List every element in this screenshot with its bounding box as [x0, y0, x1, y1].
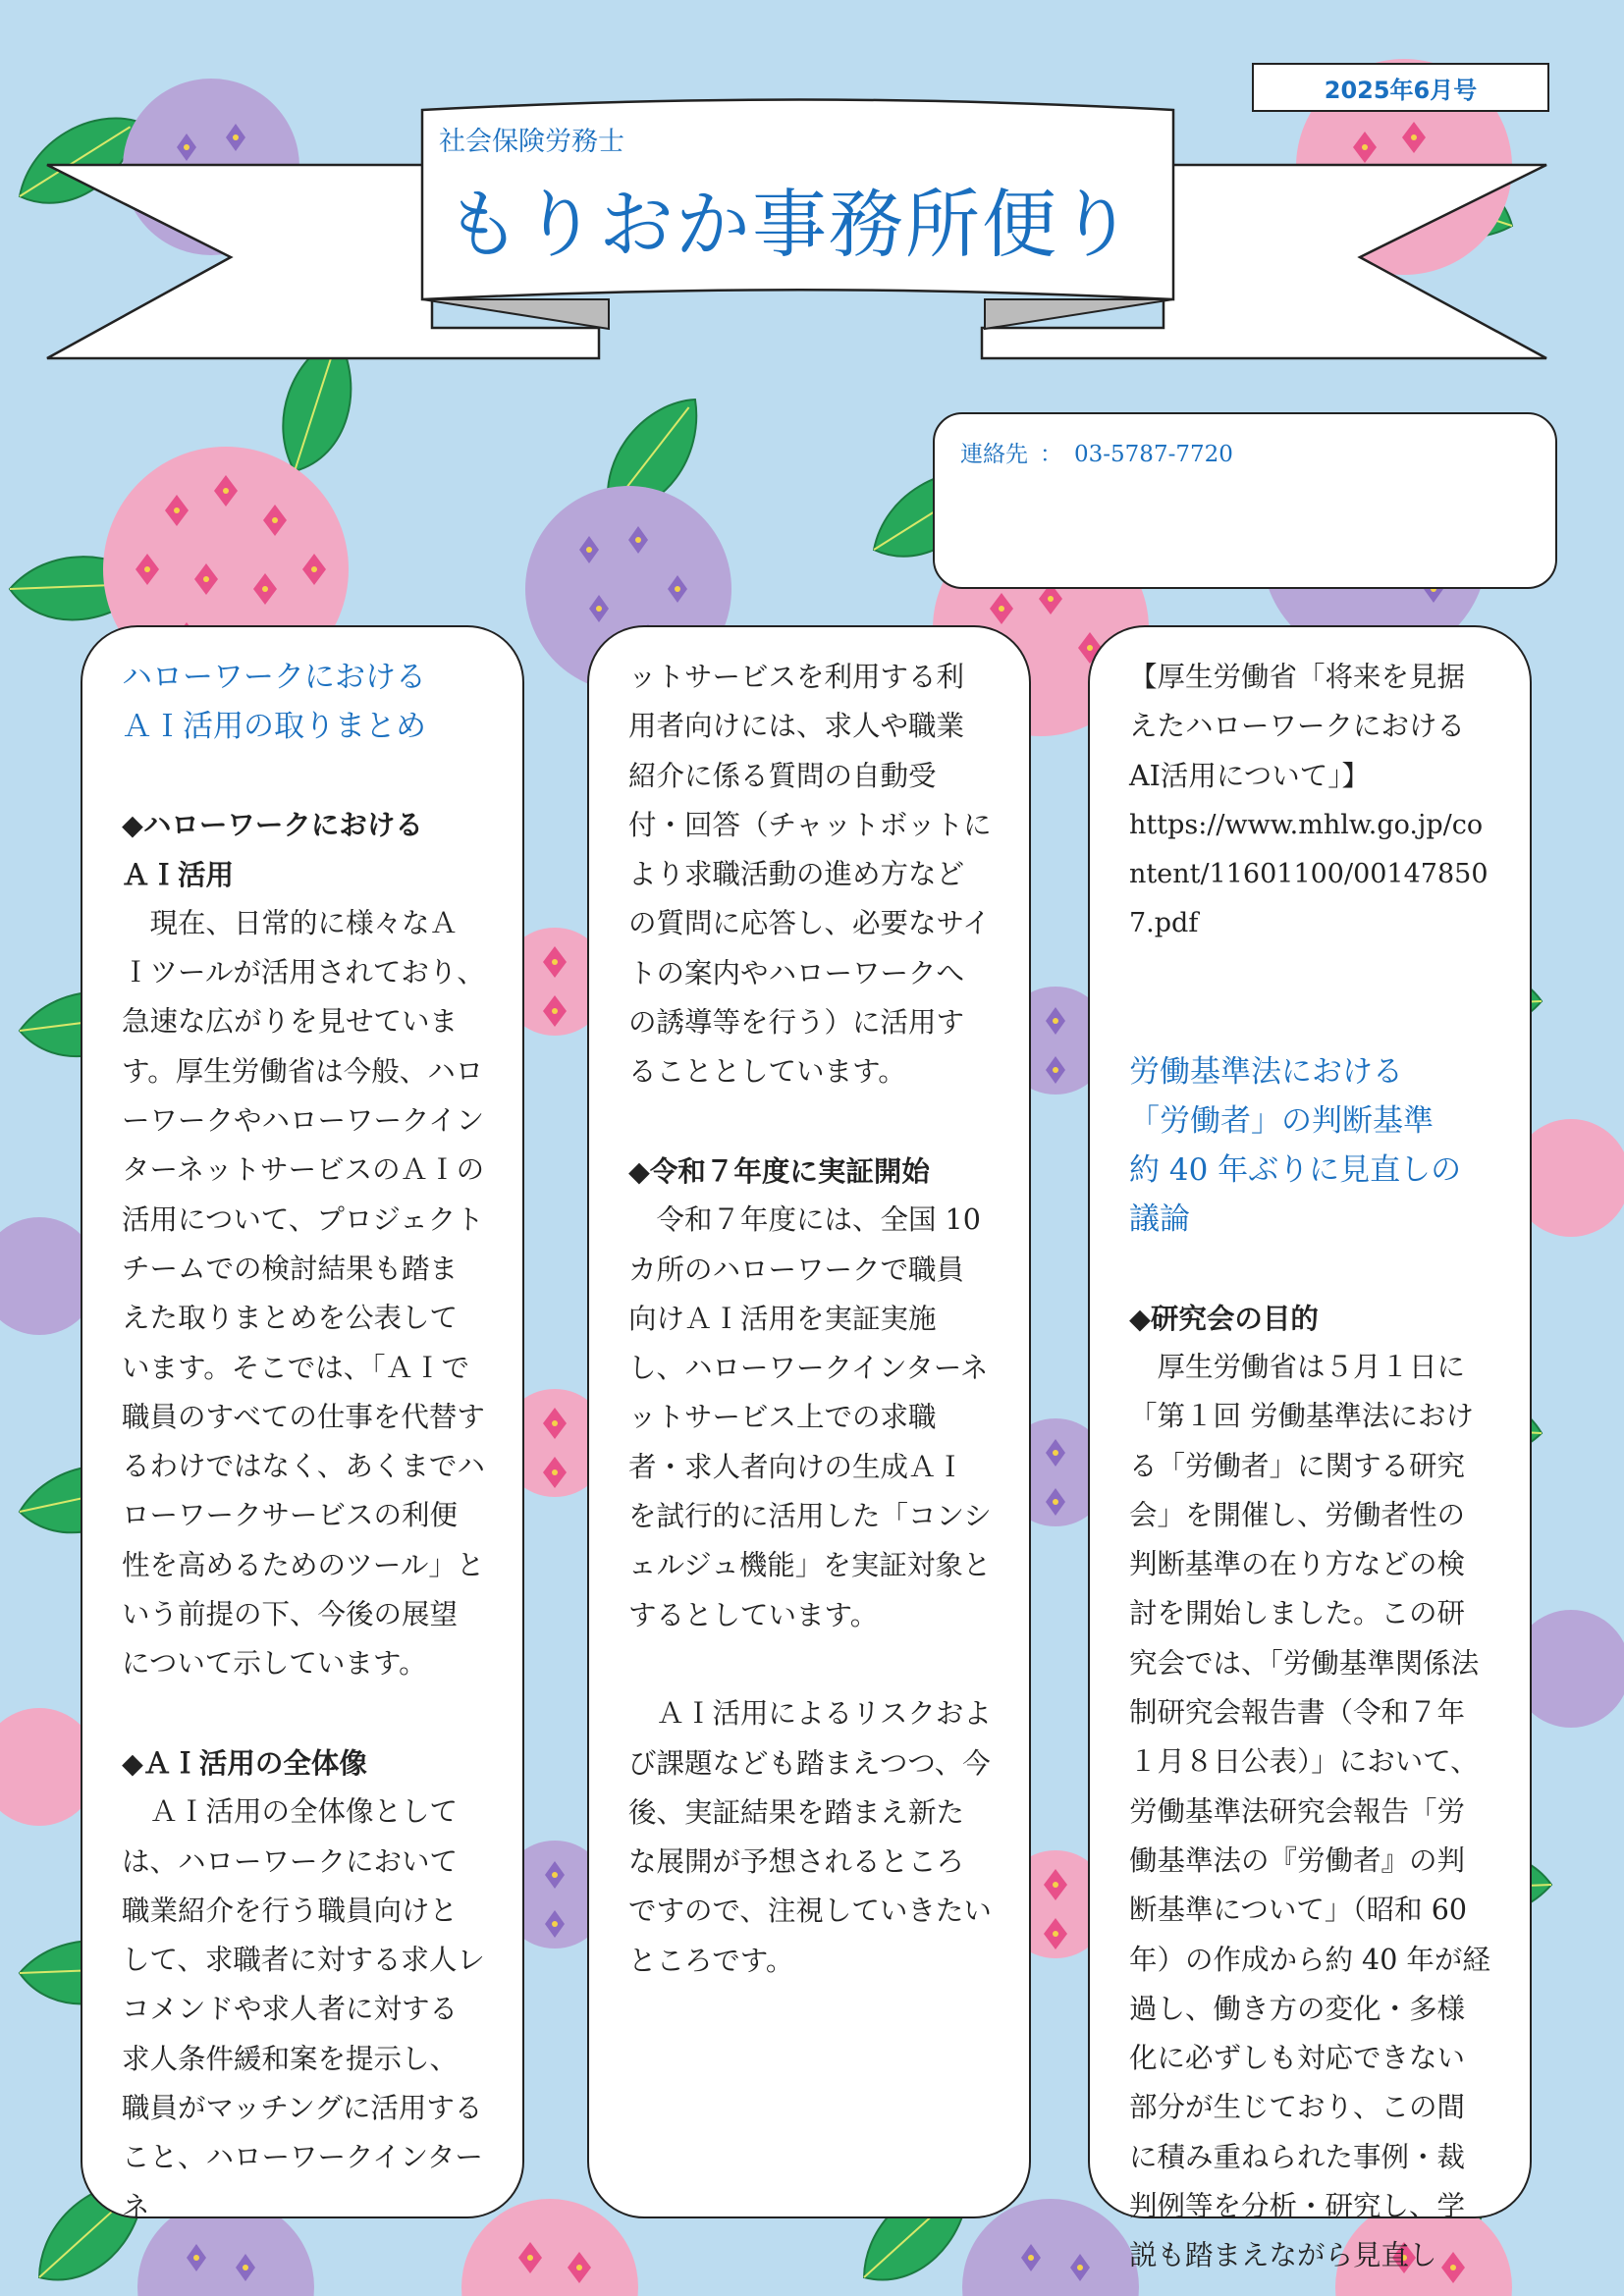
paragraph: ＡＩ活用の全体像としては、ハローワークにおいて職業紹介を行う職員向けとして、求職者に対する求人レコメンドや求人者に対する求人条件緩和案を提示し、職員がマッチングに活用すること、ハローワークインターネ — [122, 1795, 485, 2223]
section-heading: ＡＩ活用 — [122, 857, 235, 891]
contact-separator: ： — [1040, 442, 1062, 467]
contact-box — [933, 412, 1557, 589]
section-heading: ◆令和７年度に実証開始 — [628, 1153, 930, 1188]
reference-url[interactable]: https://www.mhlw.go.jp/content/11601100/001478507.pdf — [1129, 809, 1489, 939]
paragraph: 現在、日常的に様々なＡＩツールが活用されており、急速な広がりを見せています。厚生労働省は今般、ハローワークやハローワークインターネットサービスのＡＩの活用について、プロジェクトチームでの検討結果も踏まえた取りまとめを公表しています。そこでは、「ＡＩで職員のすべての仕事を代替するわけではなく、あくまでハローワークサービスの利便性を高めるためのツール」という前提の下、今後の展望について示しています。 — [122, 906, 485, 1681]
paragraph: ＡＩ活用によるリスクおよび課題なども踏まえつつ、今後、実証結果を踏まえ新たな展開が予想されるところですので、注視していきたいところです。 — [628, 1697, 992, 1977]
section-heading: ◆ＡＩ活用の全体像 — [122, 1745, 367, 1780]
article-title-line: 「労働者」の判断基準 — [1129, 1103, 1434, 1140]
reference-title: 【厚生労働省「将来を見据えたハローワークにおけるAI活用について」】 — [1129, 661, 1466, 792]
article-title-line: ＡＩ活用の取りまとめ — [122, 709, 426, 744]
paragraph: 令和７年度には、全国 10カ所のハローワークで職員向けＡＩ活用を実証実施し、ハローワークインターネットサービス上での求職者・求人者向けの生成ＡＩを試行的に活用した「コンシェルジュ機能」を実証対象とするとしています。 — [628, 1203, 992, 1631]
article-title-line: 労働基準法における — [1129, 1054, 1403, 1091]
article-title-line: ハローワークにおける — [122, 660, 426, 695]
contact-phone: 03-5787-7720 — [1074, 442, 1233, 467]
section-heading: ◆研究会の目的 — [1129, 1301, 1319, 1335]
newsletter-subtitle: 社会保険労務士 — [439, 127, 624, 157]
contact-label: 連絡先 — [960, 442, 1028, 467]
article-title-line: 約 40 年ぶりに見直しの — [1129, 1152, 1462, 1189]
article-title-line: 議論 — [1129, 1201, 1190, 1238]
newsletter-title: もりおか事務所便り — [446, 181, 1135, 268]
issue-date: 2025年6月号 — [1252, 63, 1549, 112]
article-column-1 — [81, 625, 524, 2223]
section-heading: ◆ハローワークにおける — [122, 808, 423, 842]
paragraph: 厚生労働省は５月１日に「第１回 労働基準法における「労働者」に関する研究会」を開催し、労働者性の判断基準の在り方などの検討を開始しました。この研究会では、「労働基準関係法制研究会報告書（令和７年１月８日公表）」において、労働基準法研究会報告「労働基準法の『労働者』の判断基準について」（昭和 60 年）の作成から約 40 年が経過し、働き方の変化・多様化に必ずしも対応できない部分が生じており、この間に積み重ねられた事例・裁判例等を分析・研究し、学説も踏まえながら見直し — [1129, 1350, 1490, 2272]
paragraph: ットサービスを利用する利用者向けには、求人や職業紹介に係る質問の自動受付・回答（チャットボットにより求職活動の進め方などの質問に応答し、必要なサイトの案内やハローワークへの誘導等を行う）に活用することとしています。 — [628, 661, 992, 1089]
article-column-2 — [587, 625, 1031, 2218]
article-column-3 — [1088, 625, 1532, 2272]
contact-line — [960, 436, 1530, 468]
